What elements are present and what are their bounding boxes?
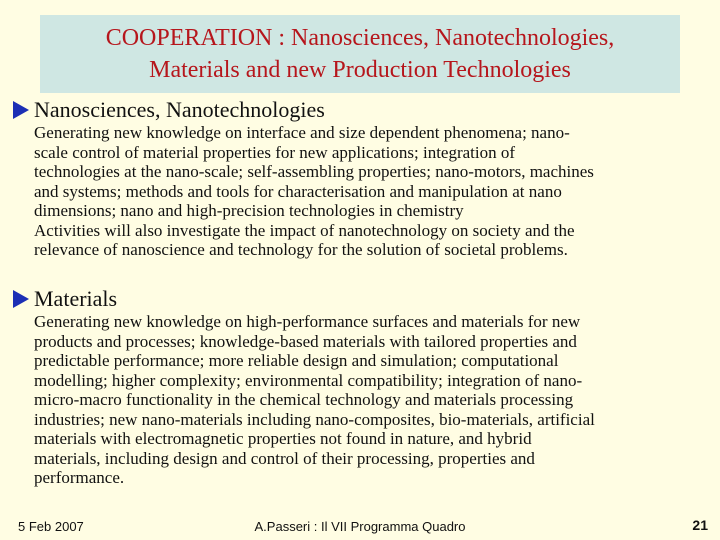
section-title: Materials (34, 286, 118, 311)
body-line: relevance of nanoscience and technology for the solution of societal problems. (34, 240, 568, 259)
footer-date: 5 Feb 2007 (18, 519, 84, 534)
footer-author: A.Passeri : Il VII Programma Quadro (254, 519, 466, 534)
section-header (12, 97, 702, 123)
body-line: performance. (34, 468, 125, 487)
body-line: technologies at the nano-scale; self-assembling properties; nano-motors, machines (34, 162, 594, 181)
triangle-right-icon (12, 289, 30, 309)
title-line-1: COOPERATION : Nanosciences, Nanotechnologies, (105, 25, 615, 51)
body-line: products and processes; knowledge-based materials with tailored properties and (34, 331, 577, 351)
body-line: materials with electromagnetic properties not found in nature, and hybrid (34, 429, 532, 448)
page-number: 21 (692, 517, 708, 533)
body-line: and systems; methods and tools for characterisation and manipulation at nano (34, 181, 562, 201)
section-title: Nanosciences, Nanotechnologies (34, 97, 325, 122)
body-line: predictable performance; more reliable design and simulation; computational (34, 351, 559, 370)
section-body (34, 312, 702, 488)
title-box (40, 15, 680, 93)
body-line: dimensions; nano and high-precision technologies in chemistry (34, 201, 464, 220)
body-line: scale control of material properties for new applications; integration of (34, 142, 516, 162)
body-line: modelling; higher complexity; environmental compatibility; integration of nano- (34, 370, 583, 390)
body-line: Generating new knowledge on interface and size dependent phenomena; nano- (34, 123, 570, 142)
section-nanosciences (12, 97, 702, 260)
body-line: Generating new knowledge on high-performance surfaces and materials for new (34, 312, 581, 331)
section-header (12, 286, 702, 312)
body-line: industries; new nano-materials including nano-composites, bio-materials, artificial (34, 409, 595, 429)
body-line: Activities will also investigate the impact of nanotechnology on society and the (34, 220, 575, 240)
title-line-2: Materials and new Production Technologies (149, 57, 571, 83)
section-body (34, 123, 702, 260)
body-line: micro-macro functionality in the chemical technology and materials processing (34, 390, 574, 409)
section-materials (12, 286, 702, 488)
body-line: materials, including design and control of their processing, properties and (34, 448, 535, 468)
triangle-right-icon (12, 100, 30, 120)
